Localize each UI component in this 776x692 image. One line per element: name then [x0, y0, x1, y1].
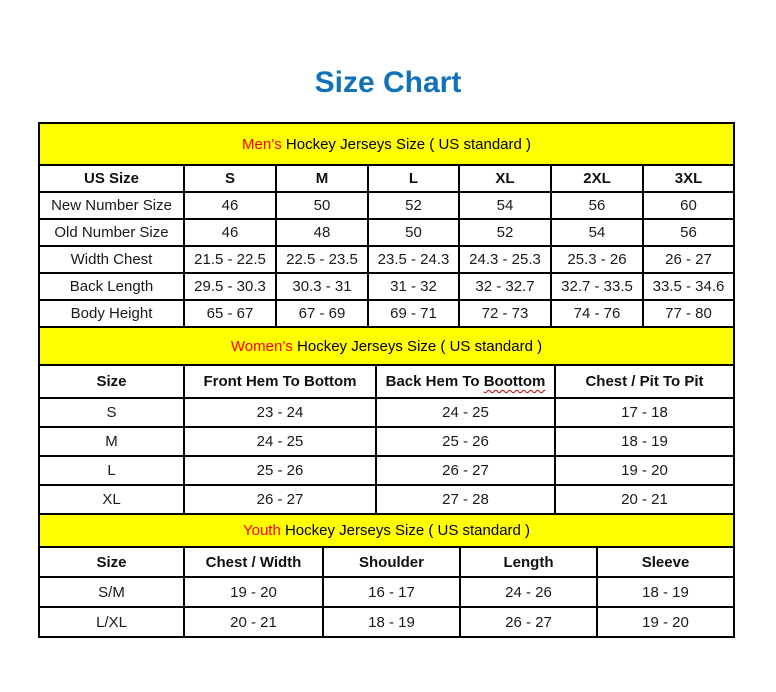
youth-column-header — [597, 547, 734, 577]
column-header-label: Front Hem To Bottom — [203, 373, 357, 390]
size-value-cell: 30.3 - 31 — [276, 273, 368, 300]
womens-table-row — [39, 485, 734, 514]
mens-size-table — [38, 122, 735, 328]
row-label: New Number Size — [39, 192, 184, 219]
row-label: S/M — [39, 577, 184, 607]
size-value-cell: 25 - 26 — [184, 456, 376, 485]
size-value-cell: 25.3 - 26 — [551, 246, 643, 273]
size-value-cell: 23.5 - 24.3 — [368, 246, 459, 273]
column-header-label: US Size — [83, 170, 140, 187]
mens-table-row — [39, 192, 734, 219]
mens-column-header — [184, 165, 276, 192]
womens-column-header — [39, 365, 184, 398]
size-value-cell: 18 - 19 — [555, 427, 734, 456]
womens-column-header — [555, 365, 734, 398]
mens-column-header — [643, 165, 734, 192]
mens-column-header — [276, 165, 368, 192]
size-value-cell: 26 - 27 — [376, 456, 555, 485]
womens-column-header — [376, 365, 555, 398]
size-value-cell: 52 — [459, 219, 551, 246]
column-header-label: 2XL — [583, 170, 611, 187]
size-value-cell: 20 - 21 — [555, 485, 734, 514]
column-header-label: Size — [96, 373, 127, 390]
column-header-label: S — [224, 170, 235, 187]
mens-banner-text: Hockey Jerseys Size ( US standard ) — [281, 135, 532, 153]
column-header-label: Length — [503, 553, 554, 571]
size-value-cell: 24 - 26 — [460, 577, 597, 607]
page-title: Size Chart — [314, 66, 462, 99]
size-value-cell: 19 - 20 — [555, 456, 734, 485]
column-header-label: M — [315, 170, 329, 187]
youth-column-header — [460, 547, 597, 577]
womens-table-row — [39, 398, 734, 427]
size-value-cell: 50 — [276, 192, 368, 219]
size-value-cell: 24.3 - 25.3 — [459, 246, 551, 273]
size-value-cell: 26 - 27 — [460, 607, 597, 637]
mens-table-row — [39, 246, 734, 273]
row-label: S — [39, 398, 184, 427]
row-label: L/XL — [39, 607, 184, 637]
size-value-cell: 26 - 27 — [184, 485, 376, 514]
row-label: Width Chest — [39, 246, 184, 273]
size-value-cell: 46 — [184, 192, 276, 219]
size-value-cell: 48 — [276, 219, 368, 246]
size-chart-tables — [38, 122, 733, 638]
size-value-cell: 69 - 71 — [368, 300, 459, 327]
size-value-cell: 72 - 73 — [459, 300, 551, 327]
size-value-cell: 25 - 26 — [376, 427, 555, 456]
size-value-cell: 31 - 32 — [368, 273, 459, 300]
mens-table-row — [39, 219, 734, 246]
youth-section-banner — [39, 514, 734, 547]
size-value-cell: 24 - 25 — [376, 398, 555, 427]
row-label: Old Number Size — [39, 219, 184, 246]
youth-size-table — [38, 513, 735, 638]
size-value-cell: 67 - 69 — [276, 300, 368, 327]
size-value-cell: 52 — [368, 192, 459, 219]
womens-banner-keyword: Women’s — [230, 337, 293, 355]
column-header-label: Sleeve — [641, 553, 690, 571]
mens-column-header — [551, 165, 643, 192]
column-header-label: Back Hem To — [385, 373, 484, 390]
size-value-cell: 17 - 18 — [555, 398, 734, 427]
size-value-cell: 32.7 - 33.5 — [551, 273, 643, 300]
row-label: Back Length — [39, 273, 184, 300]
size-value-cell: 74 - 76 — [551, 300, 643, 327]
size-value-cell: 56 — [551, 192, 643, 219]
size-value-cell: 26 - 27 — [643, 246, 734, 273]
size-value-cell: 16 - 17 — [323, 577, 460, 607]
mens-column-header — [39, 165, 184, 192]
youth-table-row — [39, 577, 734, 607]
youth-column-header — [184, 547, 323, 577]
size-value-cell: 18 - 19 — [597, 577, 734, 607]
column-header-label: Size — [96, 553, 127, 571]
womens-banner-text: Hockey Jerseys Size ( US standard ) — [292, 337, 543, 355]
mens-banner-keyword: Men’s — [242, 135, 282, 153]
womens-size-table — [38, 326, 735, 515]
size-value-cell: 20 - 21 — [184, 607, 323, 637]
row-label: M — [39, 427, 184, 456]
size-value-cell: 46 — [184, 219, 276, 246]
mens-table-row — [39, 300, 734, 327]
row-label: Body Height — [39, 300, 184, 327]
column-header-label: L — [408, 170, 419, 187]
youth-banner-keyword: Youth — [242, 522, 281, 539]
row-label: L — [39, 456, 184, 485]
column-header-label: Chest / Pit To Pit — [585, 373, 704, 390]
size-value-cell: 22.5 - 23.5 — [276, 246, 368, 273]
womens-table-row — [39, 427, 734, 456]
size-value-cell: 33.5 - 34.6 — [643, 273, 734, 300]
size-value-cell: 21.5 - 22.5 — [184, 246, 276, 273]
column-header-label: XL — [495, 170, 515, 187]
size-value-cell: 65 - 67 — [184, 300, 276, 327]
size-value-cell: 29.5 - 30.3 — [184, 273, 276, 300]
size-value-cell: 50 — [368, 219, 459, 246]
mens-column-header — [459, 165, 551, 192]
size-value-cell: 56 — [643, 219, 734, 246]
womens-section-banner — [39, 327, 734, 365]
size-value-cell: 77 - 80 — [643, 300, 734, 327]
youth-column-header — [39, 547, 184, 577]
youth-table-row — [39, 607, 734, 637]
size-value-cell: 18 - 19 — [323, 607, 460, 637]
size-value-cell: 54 — [459, 192, 551, 219]
womens-table-row — [39, 456, 734, 485]
column-header-label: 3XL — [674, 170, 703, 187]
size-value-cell: 19 - 20 — [597, 607, 734, 637]
size-value-cell: 27 - 28 — [376, 485, 555, 514]
mens-table-row — [39, 273, 734, 300]
size-value-cell: 60 — [643, 192, 734, 219]
misspelled-word: Boottom — [483, 373, 546, 390]
size-value-cell: 32 - 32.7 — [459, 273, 551, 300]
size-value-cell: 54 — [551, 219, 643, 246]
row-label: XL — [39, 485, 184, 514]
column-header-label: Chest / Width — [205, 553, 302, 571]
mens-column-header — [368, 165, 459, 192]
youth-column-header — [323, 547, 460, 577]
size-value-cell: 19 - 20 — [184, 577, 323, 607]
size-value-cell: 24 - 25 — [184, 427, 376, 456]
mens-section-banner — [39, 123, 734, 165]
column-header-label: Shoulder — [358, 553, 424, 571]
youth-banner-text: Hockey Jerseys Size ( US standard ) — [280, 522, 531, 539]
size-value-cell: 23 - 24 — [184, 398, 376, 427]
womens-column-header — [184, 365, 376, 398]
